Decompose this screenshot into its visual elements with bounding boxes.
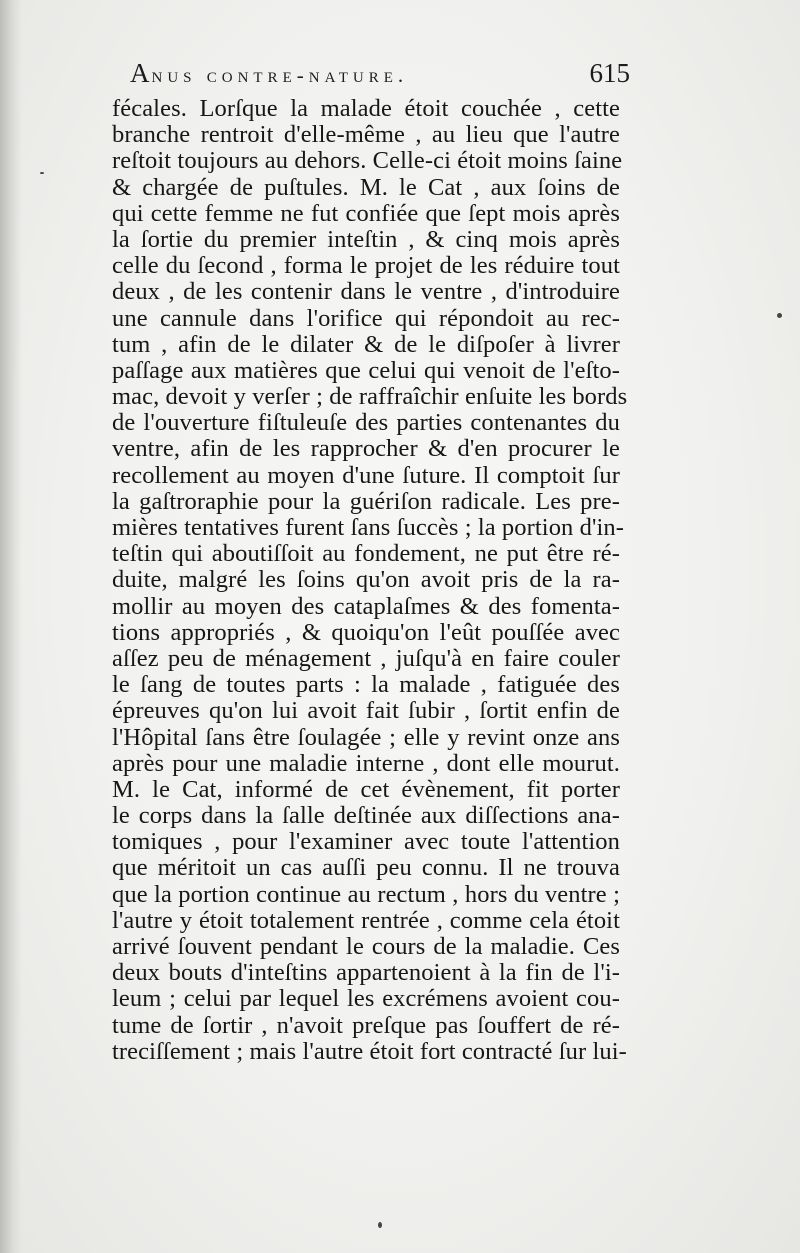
text-line: qui cette femme ne fut confiée que ſept mois après [112,199,620,227]
text-line: la ſortie du premier inteſtin , & cinq mois après [112,225,620,253]
ink-speck [40,172,44,174]
text-line: reſtoit toujours au dehors. Celle-ci étoit moins ſaine [112,147,623,175]
text-line: ventre, afin de les rapprocher & d'en procurer le [112,435,620,463]
text-line: recollement au moyen d'une ſuture. Il comptoit ſur [112,461,620,489]
ink-speck [777,313,782,318]
text-line: aſſez peu de ménagement , juſqu'à en faire couler [112,644,620,672]
text-line: tume de ſortir , n'avoit preſque pas ſouffert de ré- [112,1011,620,1039]
running-title [130,58,408,89]
text-line: & chargée de puſtules. M. le Cat , aux ſoins de [112,173,620,201]
text-line: tions appropriés , & quoiqu'on l'eût pouſſée avec [112,618,620,646]
text-line: que méritoit un cas auſſi peu connu. Il ne trouva [112,854,620,882]
text-line: que la portion continue au rectum , hors du ventre ; [112,880,620,908]
text-line: tum , afin de le dilater & de le diſpoſer à livrer [112,330,620,358]
ink-speck [378,1222,382,1228]
text-line: mières tentatives furent ſans ſuccès ; la portion d'in- [112,514,625,541]
running-title-rest: nus contre-nature. [151,63,409,87]
text-line: l'autre y étoit totalement rentrée , comme cela étoit [112,906,620,934]
text-line: arrivé ſouvent pendant le cours de la maladie. Ces [112,933,620,960]
text-line: treciſſement ; mais l'autre étoit fort contracté ſur lui- [112,1037,627,1065]
body-text [112,95,628,1065]
page-header [130,58,630,98]
text-line: l'Hôpital ſans être ſoulagée ; elle y revint onze ans [112,723,620,751]
text-line: le ſang de toutes parts : la malade , fatiguée des [112,671,620,699]
text-line: celle du ſecond , forma le projet de les réduire tout [112,252,620,280]
text-line: de l'ouverture fiſtuleuſe des parties contenantes du [112,409,620,437]
text-line: mollir au moyen des cataplaſmes & des fomenta- [112,592,620,620]
text-line: paſſage aux matières que celui qui venoit de l'eſto- [112,356,620,384]
text-line: fécales. Lorſque la malade étoit couchée , cette [112,95,620,122]
text-line: branche rentroit d'elle-même , au lieu que l'autre [112,121,620,149]
running-title-initial: A [130,58,152,88]
text-line: deux , de les contenir dans le ventre , d'introduire [112,278,620,306]
text-line: mac, devoit y verſer ; de raffraîchir enſuite les bords [112,383,628,411]
text-line: deux bouts d'inteſtins appartenoient à la fin de l'i- [112,959,620,987]
text-line: tomiques , pour l'examiner avec toute l'attention [112,828,620,856]
text-line: le corps dans la ſalle deſtinée aux diſſections ana- [112,802,620,830]
text-line: après pour une maladie interne , dont elle mourut. [112,749,620,777]
text-line: M. le Cat, informé de cet évènement, fit porter [112,775,620,803]
text-line: une cannule dans l'orifice qui répondoit au rec- [112,304,620,332]
text-line: duite, malgré les ſoins qu'on avoit pris de la ra- [112,566,620,594]
text-line: leum ; celui par lequel les excrémens avoient cou- [112,985,620,1013]
page-number: 615 [589,58,630,88]
text-line: épreuves qu'on lui avoit fait ſubir , ſortit enfin de [112,697,620,725]
text-line: teſtin qui aboutiſſoit au fondement, ne put être ré- [112,540,620,568]
text-line: la gaſtroraphie pour la guériſon radicale. Les pre- [112,487,620,515]
